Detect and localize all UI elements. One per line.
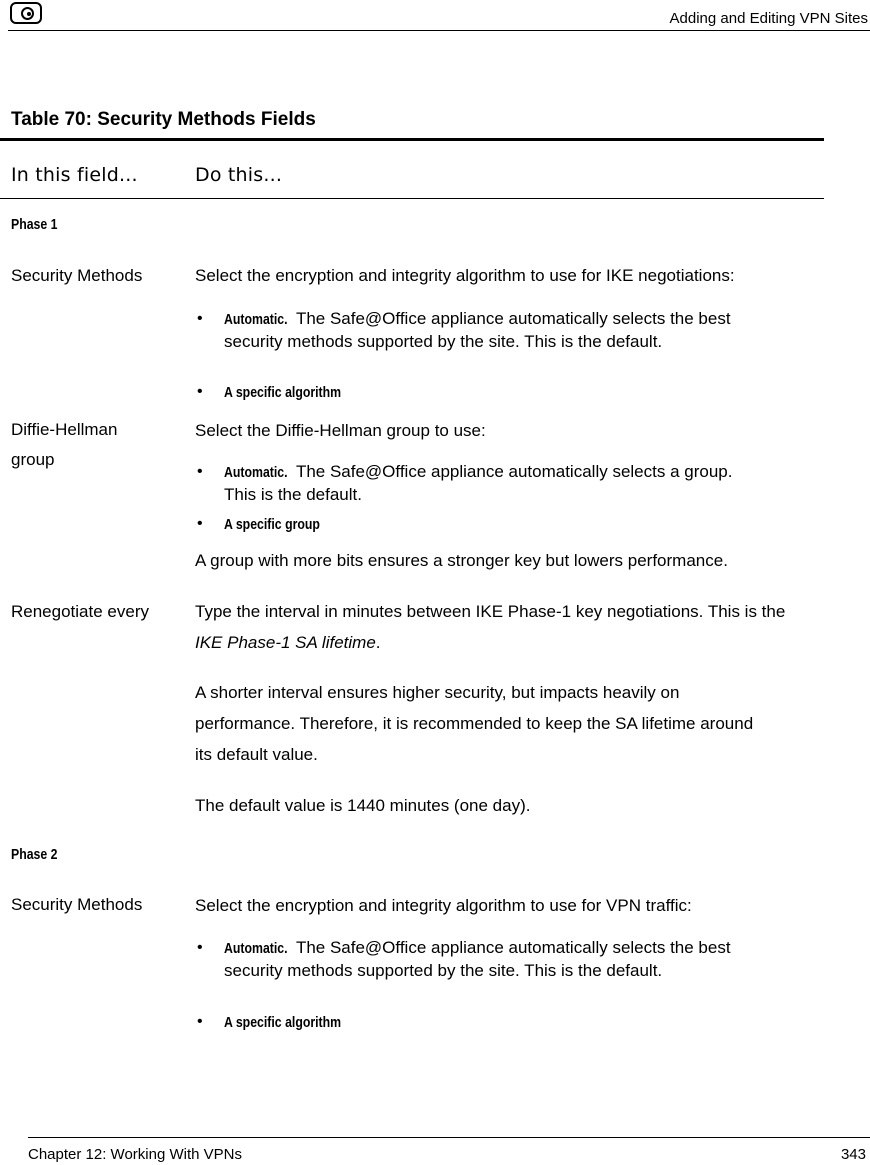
field-label-line: group: [11, 450, 55, 469]
table-title: Table 70: Security Methods Fields: [11, 109, 316, 130]
field-diffie-hellman-group: [11, 415, 117, 475]
field-security-methods: Security Methods: [11, 266, 143, 285]
renegotiate-text: Type the interval in minutes between IKE Phase-1 key negotiations. This is the: [195, 602, 786, 621]
renegotiate-text-end: .: [375, 633, 381, 652]
term: A specific group: [224, 516, 320, 533]
term: Automatic.: [224, 464, 288, 481]
phase1-label: Phase 1: [11, 216, 58, 233]
renegotiate-note: A shorter interval ensures higher security, but impacts heavily on performance. Therefore, it is recommended to keep the SA lifetime around its default value.: [195, 683, 754, 764]
term-description: The Safe@Office appliance automatically selects the best security methods supported by the site. This is the default.: [224, 309, 731, 351]
renegotiate-description: [195, 596, 805, 658]
page-number: 343: [840, 1146, 866, 1163]
security-methods-description: Select the encryption and integrity algorithm to use for VPN traffic:: [195, 896, 692, 915]
phase2-label: Phase 2: [11, 846, 58, 863]
table-top-rule: [0, 138, 824, 141]
field-label-line: Diffie-Hellman: [11, 420, 118, 439]
checkpoint-logo-icon: [10, 2, 42, 24]
sa-lifetime-term: IKE Phase-1 SA lifetime: [195, 633, 376, 652]
bullet-icon: •: [197, 939, 203, 956]
footer-chapter: Chapter 12: Working With VPNs: [28, 1146, 242, 1163]
term-description: The Safe@Office appliance automatically selects a group. This is the default.: [224, 462, 733, 504]
term-description: The Safe@Office appliance automatically selects the best security methods supported by the site. This is the default.: [224, 938, 731, 980]
dh-group-note: A group with more bits ensures a stronger key but lowers performance.: [195, 551, 728, 570]
column-header-field: In this field...: [11, 164, 138, 186]
bullet-icon: •: [197, 515, 203, 532]
field-renegotiate-every: Renegotiate every: [11, 602, 149, 621]
running-header: Adding and Editing VPN Sites: [669, 10, 868, 27]
column-header-do: Do this...: [195, 164, 283, 186]
term: A specific algorithm: [224, 1014, 342, 1031]
bullet-icon: •: [197, 310, 203, 327]
footer-divider: [28, 1137, 870, 1138]
dh-group-description: Select the Diffie-Hellman group to use:: [195, 421, 486, 440]
renegotiate-default-note: The default value is 1440 minutes (one day).: [195, 796, 531, 815]
field-security-methods: Security Methods: [11, 895, 143, 914]
term: A specific algorithm: [224, 384, 342, 401]
bullet-icon: •: [197, 1013, 203, 1030]
bullet-icon: •: [197, 383, 203, 400]
term: Automatic.: [224, 940, 288, 957]
table-header-rule: [0, 198, 824, 199]
bullet-icon: •: [197, 463, 203, 480]
header-divider: [8, 30, 870, 31]
term: Automatic.: [224, 311, 288, 328]
security-methods-description: Select the encryption and integrity algorithm to use for IKE negotiations:: [195, 266, 735, 285]
